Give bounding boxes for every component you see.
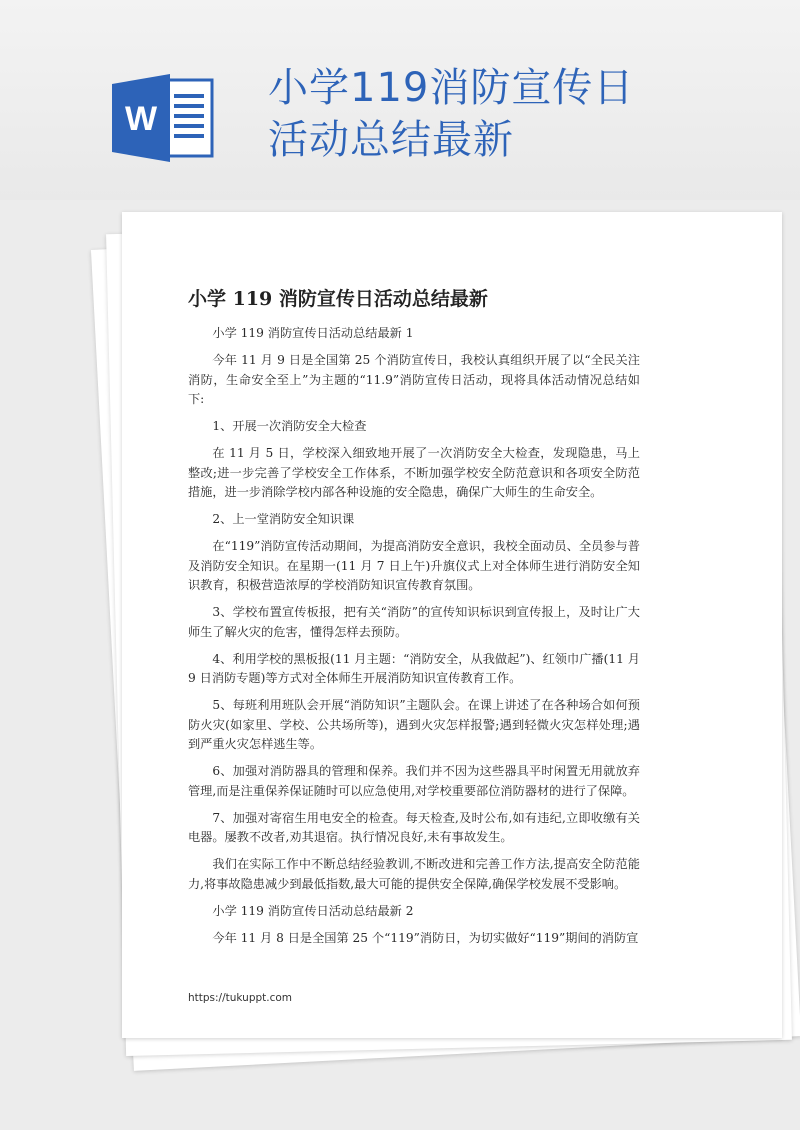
document-body — [188, 324, 640, 956]
banner — [0, 0, 800, 200]
paragraph: 4、利用学校的黑板报(11 月主题：“消防安全，从我做起”)、红领巾广播(11 月 9 日消防专题)等方式对全体师生开展消防知识宣传教育工作。 — [188, 651, 640, 685]
banner-title-line-1: 小学119消防宣传日 — [268, 65, 635, 111]
document-page — [122, 212, 782, 1038]
paragraph: 在“119”消防宣传活动期间，为提高消防安全意识，我校全面动员、全员参与普及消防安全知识。在星期一(11 月 7 日上午)升旗仪式上对全体师生进行消防安全知识教育，积极营造浓厚的学校消防知识宣传教育氛围。 — [188, 539, 640, 592]
paragraph: 1、开展一次消防安全大检查 — [212, 419, 367, 433]
footer-url: https://tukuppt.com — [188, 992, 293, 1004]
banner-title-line-2: 活动总结最新 — [268, 117, 514, 163]
paragraph: 我们在实际工作中不断总结经验教训,不断改进和完善工作方法,提高安全防范能力,将事故隐患减少到最低指数,最大可能的提供安全保障,确保学校发展不受影响。 — [188, 857, 640, 891]
paragraph: 7、加强对寄宿生用电安全的检查。每天检查,及时公布,如有违纪,立即收缴有关电器。屡教不改者,劝其退宿。执行情况良好,未有事故发生。 — [188, 810, 640, 844]
word-document-icon — [112, 72, 216, 164]
paragraph: 在 11 月 5 日，学校深入细致地开展了一次消防安全大检查，发现隐患，马上整改;进一步完善了学校安全工作体系，不断加强学校安全防范意识和各项安全防范措施，进一步消除学校内部各种设施的安全隐患，确保广大师生的生命安全。 — [188, 446, 640, 499]
paragraph: 今年 11 月 8 日是全国第 25 个“119”消防日，为切实做好“119”期间的消防宣 — [212, 930, 639, 945]
paragraph: 小学 119 消防宣传日活动总结最新 1 — [212, 326, 414, 340]
paragraph: 5、每班利用班队会开展“消防知识”主题队会。在课上讲述了在各种场合如何预防火灾(如家里、学校、公共场所等)，遇到火灾怎样报警;遇到轻微火灾怎样处理;遇到严重火灾怎样逃生等。 — [188, 698, 640, 751]
document-title: 小学 119 消防宣传日活动总结最新 — [188, 288, 488, 310]
paragraph: 6、加强对消防器具的管理和保养。我们并不因为这些器具平时闲置无用就放弃管理,而是注重保养保证随时可以应急使用,对学校重要部位消防器材的进行了保障。 — [188, 764, 640, 798]
paragraph: 2、上一堂消防安全知识课 — [212, 512, 355, 526]
paragraph: 3、学校布置宣传板报，把有关“消防”的宣传知识标识到宣传报上，及时让广大师生了解火灾的危害，懂得怎样去预防。 — [188, 605, 640, 639]
paragraph: 今年 11 月 9 日是全国第 25 个消防宣传日，我校认真组织开展了以“全民关注消防，生命安全至上”为主题的“11.9”消防宣传日活动，现将具体活动情况总结如下: — [188, 353, 640, 406]
paragraph: 小学 119 消防宣传日活动总结最新 2 — [212, 903, 414, 918]
word-logo-letter: W — [124, 100, 158, 138]
